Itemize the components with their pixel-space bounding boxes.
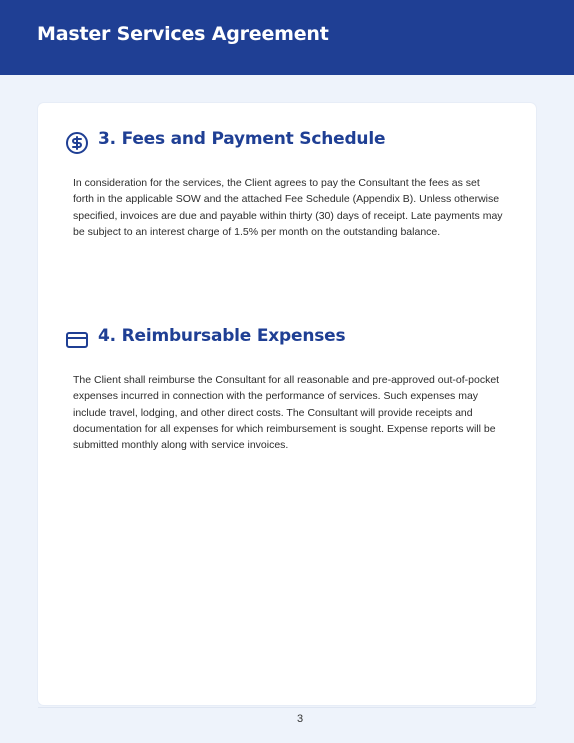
- page-number: 3: [296, 713, 304, 725]
- credit-card-icon: [65, 328, 89, 352]
- dollar-circle-icon: [65, 131, 89, 155]
- content-card: [38, 103, 536, 705]
- section-body-fees: In consideration for the services, the Client agrees to pay the Consultant the fees as set forth in the applicable SOW and the attached Fee Schedule (Appendix B). Unless otherwise specified, invoices are due and payable within thirty (30) days of receipt. Late payments may be subject to an interest charge of 1.5% per month on the outstanding balance.: [73, 177, 503, 238]
- footer-divider: [38, 707, 536, 708]
- section-body-expenses: The Client shall reimburse the Consultant for all reasonable and pre-approved out-of-pocket expenses incurred in connection with the performance of services. Such expenses may include travel, lodging, and other direct costs. The Consultant will provide receipts and documentation for all expenses for which reimbursement is sought. Expense reports will be submitted monthly along with service invoices.: [73, 374, 500, 452]
- section-heading-expenses: 4. Reimbursable Expenses: [98, 326, 346, 346]
- header-bar: [0, 0, 574, 75]
- section-heading-fees: 3. Fees and Payment Schedule: [98, 129, 386, 149]
- document-title: Master Services Agreement: [37, 23, 329, 45]
